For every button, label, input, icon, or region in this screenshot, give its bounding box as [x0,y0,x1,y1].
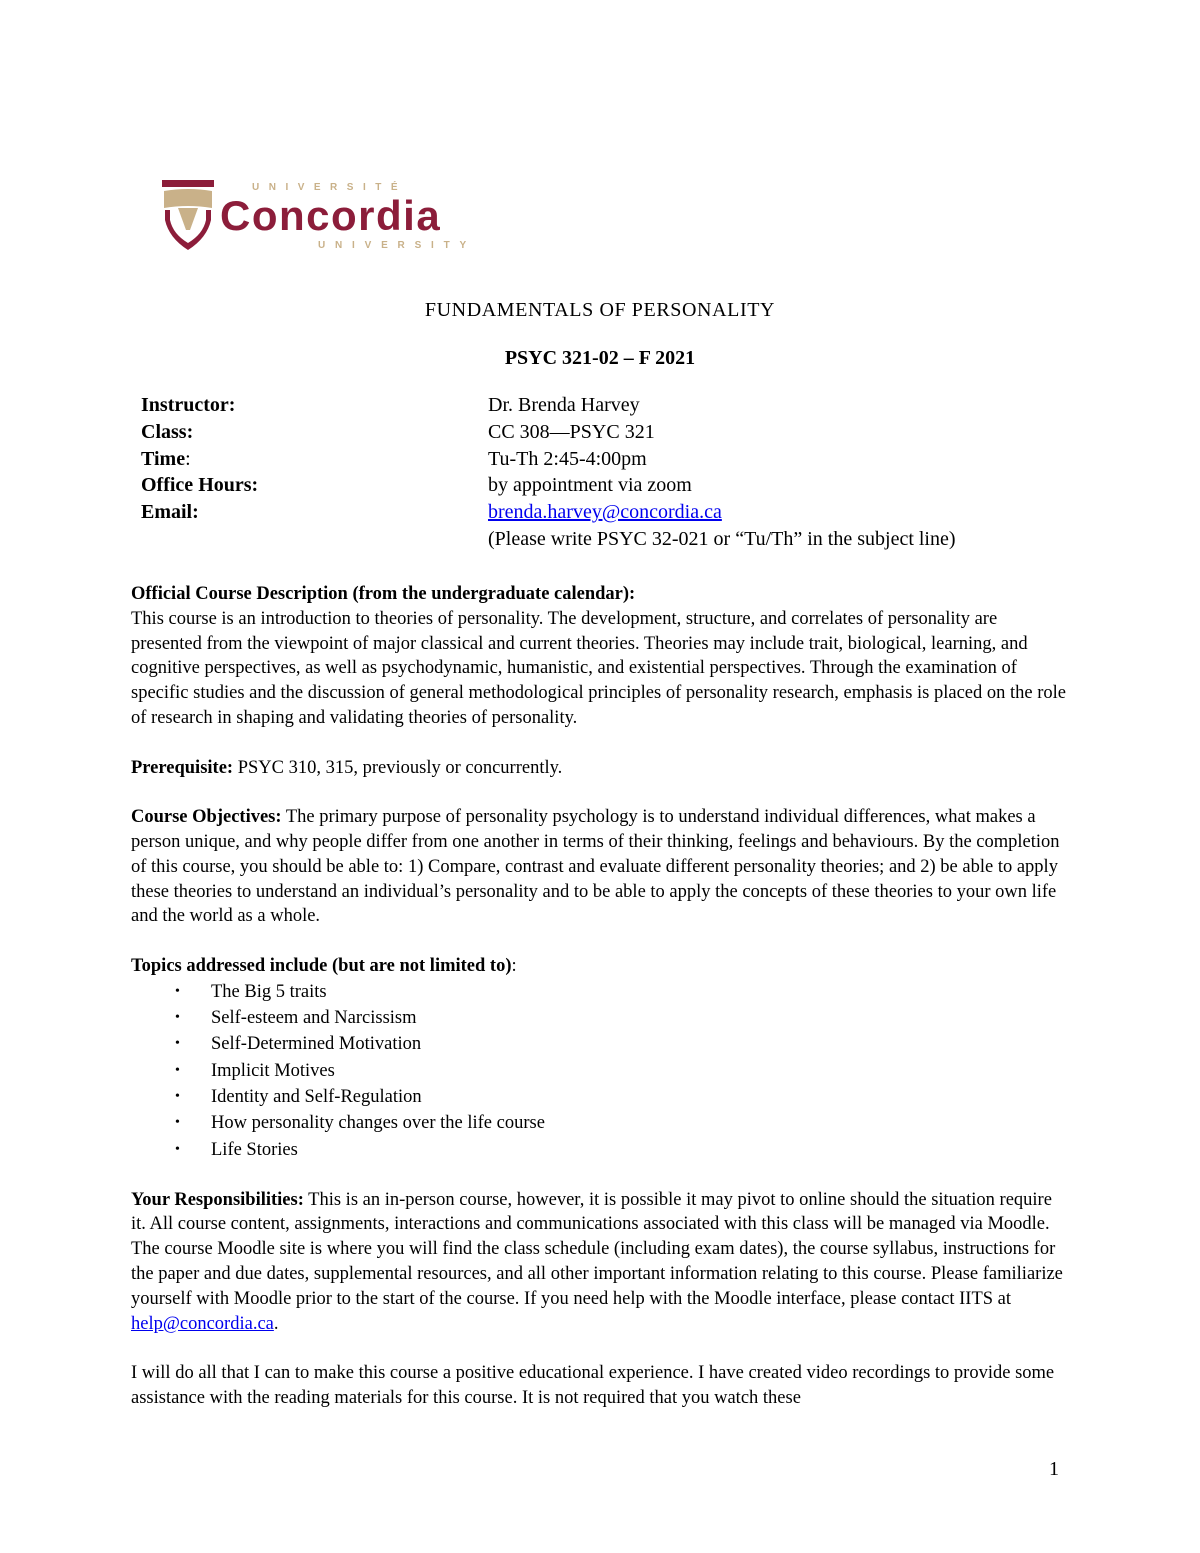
responsibilities-text: This is an in-person course, however, it is possible it may pivot to online should the situation require it. All course content, assignments, interactions and communications associated with this class will be managed via Moodle. The course Moodle site is where you will find the class schedule (including exam dates), the course syllabus, instructions for the paper and due dates, supplemental resources, and all other important information relating to this course. Please familiarize yourself with Moodle prior to the start of the course. If you need help with the Moodle interface, please contact IITS at [131,1189,1063,1309]
list-item: • Self-Determined Motivation [131,1031,1066,1057]
class-row [141,419,956,446]
bullet-icon: • [175,1036,180,1052]
time-label-colon: : [185,447,191,470]
bullet-icon: • [175,1088,180,1104]
help-email-link[interactable]: help@concordia.ca [131,1313,274,1334]
office-hours-row [141,472,956,499]
office-hours-label: Office Hours: [141,474,259,497]
email-link[interactable]: brenda.harvey@concordia.ca [488,501,722,524]
objectives-text: The primary purpose of personality psychology is to understand individual differences, what makes a person unique, and why people differ from one another in terms of their thinking, feelings and behaviours. By the completion of this course, you should be able to: 1) Compare, contrast and evaluate different personality theories; and 2) be able to apply these theories to understand an individual’s personality and to be able to apply the concepts of these theories to your own life and the world as a whole. [131,807,1060,927]
university-logo [160,178,477,256]
prerequisite-paragraph [131,756,1066,781]
description-heading: Official Course Description (from the undergraduate calendar): [131,584,636,604]
email-note-row [141,526,956,553]
prerequisite-text: PSYC 310, 315, previously or concurrently. [233,757,563,778]
objectives-paragraph [131,805,1066,929]
logo-bottom-text: UNIVERSITY [318,240,477,251]
bullet-icon: • [175,983,180,999]
logo-top-text: UNIVERSITÉ [252,182,408,193]
concordia-shield-icon [160,178,216,252]
responsibilities-paragraph [131,1188,1066,1337]
list-item: • How personality changes over the life course [131,1110,1066,1136]
class-value: CC 308—PSYC 321 [488,420,655,443]
course-code: PSYC 321-02 – F 2021 [504,347,696,369]
topics-heading-line [131,954,1066,979]
time-value: Tu-Th 2:45-4:00pm [488,447,647,470]
topics-heading-colon: : [511,955,517,976]
course-title: FUNDAMENTALS OF PERSONALITY [424,299,776,321]
time-label-wrap [141,446,488,473]
time-label: Time [141,447,186,470]
email-label: Email: [141,501,199,524]
time-row [141,446,956,473]
instructor-value: Dr. Brenda Harvey [488,394,640,416]
responsibilities-label: Your Responsibilities: [131,1189,304,1210]
closing-paragraph: I will do all that I can to make this course a positive educational experience. I have created video recordings to provide some assistance with the reading materials for this course. It is not required that you watch these [131,1363,1055,1408]
bullet-icon: • [175,1141,180,1157]
prerequisite-label: Prerequisite: [131,757,234,778]
list-item: • Implicit Motives [131,1058,1066,1084]
list-item: • Self-esteem and Narcissism [131,1005,1066,1031]
bullet-icon: • [175,1115,180,1131]
email-row [141,499,956,526]
list-item: • The Big 5 traits [131,979,1066,1005]
topics-list [131,979,1066,1163]
instructor-label: Instructor: [141,394,236,416]
page-number: 1 [1049,1458,1059,1480]
description-text: This course is an introduction to theories of personality. The development, structure, and correlates of personality are presented from the viewpoint of major classical and current theories. Theories may include trait, biological, learning, and cognitive perspectives, as well as psychodynamic, humanistic, and existential perspectives. Through the examination of specific studies and the discussion of general methodological principles of personality research, emphasis is placed on the role of research in shaping and validating theories of personality. [131,608,1066,728]
syllabus-body [131,582,1066,1436]
list-item: • Life Stories [131,1137,1066,1163]
instructor-row [141,392,956,419]
class-label: Class: [141,420,194,443]
office-hours-value: by appointment via zoom [488,474,692,497]
email-note: (Please write PSYC 32-021 or “Tu/Th” in the subject line) [488,527,956,550]
course-info [141,392,956,553]
topics-heading: Topics addressed include (but are not limited to) [131,955,512,976]
objectives-label: Course Objectives: [131,807,282,828]
responsibilities-end: . [273,1313,279,1334]
list-item: • Identity and Self-Regulation [131,1084,1066,1110]
bullet-icon: • [175,1062,180,1078]
bullet-icon: • [175,1010,180,1026]
logo-name: Concordia [220,192,442,239]
